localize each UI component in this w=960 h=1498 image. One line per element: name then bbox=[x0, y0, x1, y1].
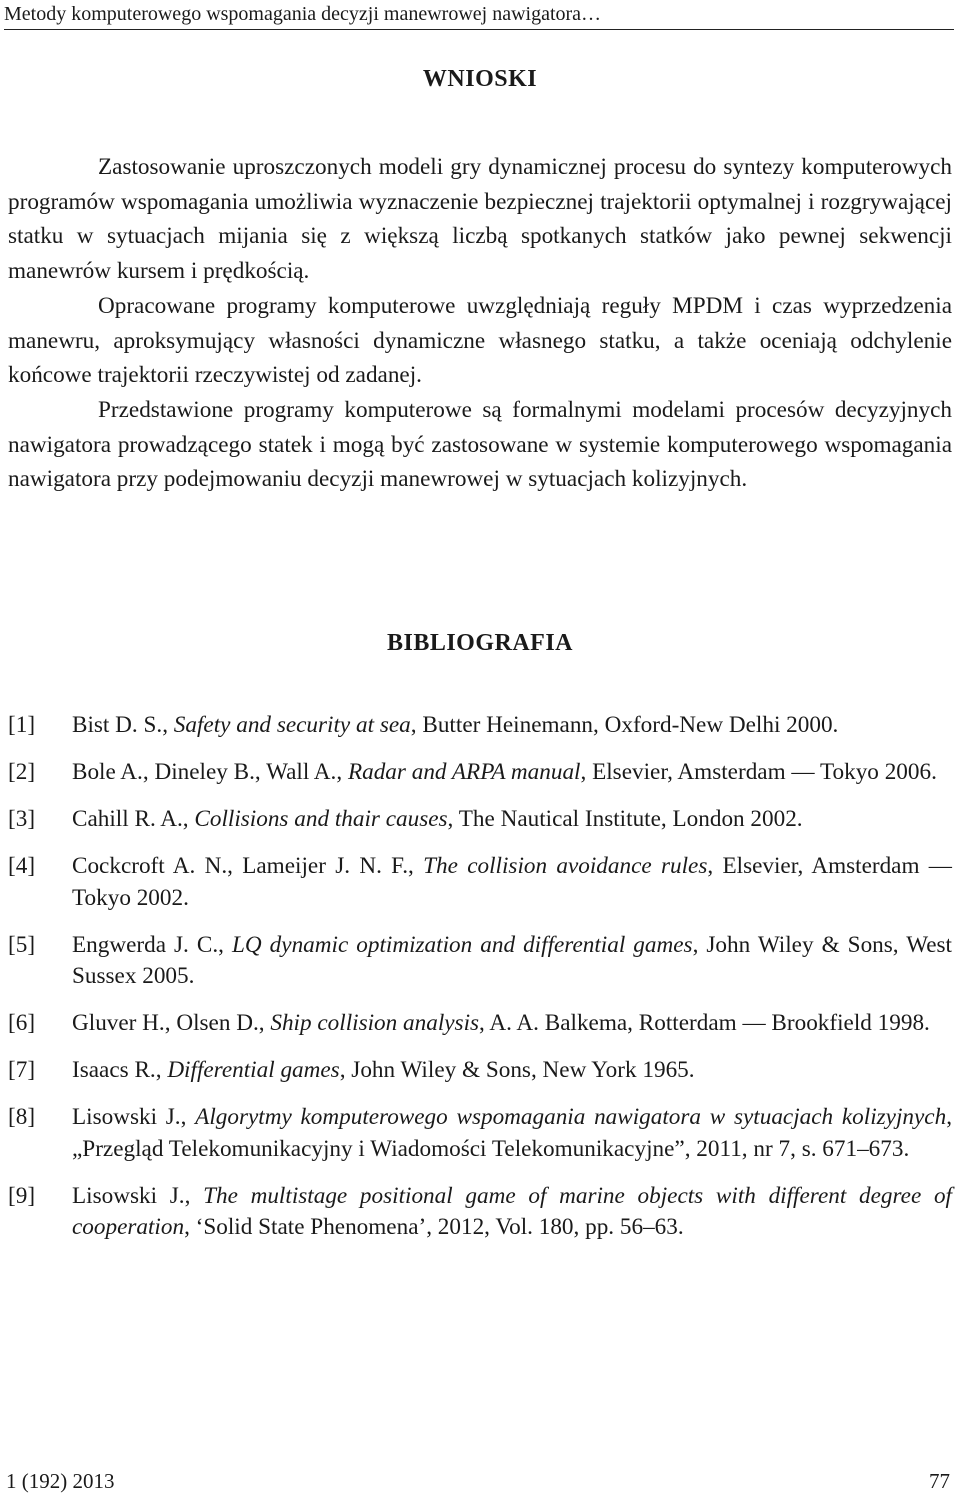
reference-title: Collisions and thair causes bbox=[194, 806, 448, 832]
reference-item bbox=[8, 710, 952, 742]
paragraph: Przedstawione programy komputerowe są formalnymi modelami procesów decyzyjnych nawigatora prowadzącego statek i mogą być zastosowane w systemie komputerowego wspomagania nawigatora przy podejmowaniu decyzji manewrowej w sytuacjach kolizyjnych. bbox=[8, 396, 952, 493]
page-number: 77 bbox=[929, 1469, 950, 1493]
reference-item bbox=[8, 851, 952, 914]
reference-authors: Engwerda J. C., bbox=[72, 931, 232, 958]
reference-item bbox=[8, 757, 952, 789]
reference-number: [5] bbox=[8, 931, 36, 958]
reference-number: [8] bbox=[8, 1104, 36, 1130]
reference-publisher: , „Przegląd Telekomunikacyjny i Wiadomości Telekomunikacyjne”, 2011, nr 7, s. 671–673. bbox=[72, 1104, 952, 1162]
reference-publisher: , A. A. Balkema, Rotterdam — Brookfield 1998. bbox=[479, 1010, 930, 1036]
reference-item bbox=[8, 1181, 952, 1244]
section-title-conclusions: WNIOSKI bbox=[422, 66, 538, 92]
reference-title: Differential games bbox=[167, 1057, 340, 1083]
reference-title: Safety and security at sea bbox=[173, 712, 411, 738]
reference-authors: Cockcroft A. N., Lameijer J. N. F., bbox=[72, 853, 424, 879]
reference-publisher: , ‘Solid State Phenomena’, 2012, Vol. 180, pp. 56–63. bbox=[184, 1214, 684, 1240]
reference-item bbox=[8, 1055, 952, 1087]
reference-number: [6] bbox=[8, 1010, 36, 1036]
reference-number: [2] bbox=[8, 759, 36, 785]
reference-number: [3] bbox=[8, 806, 36, 832]
reference-item bbox=[8, 1008, 952, 1040]
reference-authors: Cahill R. A., bbox=[72, 806, 195, 832]
reference-number: [9] bbox=[8, 1182, 36, 1209]
reference-authors: Lisowski J., bbox=[72, 1104, 196, 1130]
reference-authors: Gluver H., Olsen D., bbox=[72, 1010, 271, 1036]
reference-item bbox=[8, 1102, 952, 1165]
reference-authors: Bist D. S., bbox=[72, 712, 174, 738]
conclusions-body bbox=[8, 150, 952, 497]
reference-authors: Bole A., Dineley B., Wall A., bbox=[72, 759, 348, 785]
issue-number: 1 (192) 2013 bbox=[6, 1469, 115, 1493]
running-header: Metody komputerowego wspomagania decyzji manewrowej nawigatora… bbox=[4, 1, 954, 30]
reference-publisher: , The Nautical Institute, London 2002. bbox=[447, 806, 803, 832]
reference-item bbox=[8, 804, 952, 836]
reference-title: The multistage positional game of marine objects with different degree of cooperation bbox=[72, 1182, 952, 1240]
reference-publisher: , Elsevier, Amsterdam — Tokyo 2006. bbox=[580, 759, 937, 785]
reference-publisher: , John Wiley & Sons, West Sussex 2005. bbox=[72, 931, 952, 989]
reference-authors: Isaacs R., bbox=[72, 1057, 168, 1083]
reference-title: Algorytmy komputerowego wspomagania nawigatora w sytuacjach kolizyjnych bbox=[195, 1104, 947, 1130]
reference-title: Radar and ARPA manual bbox=[347, 759, 581, 785]
section-title-bibliography: BIBLIOGRAFIA bbox=[386, 630, 574, 656]
reference-publisher: , John Wiley & Sons, New York 1965. bbox=[339, 1057, 695, 1083]
paragraph: Opracowane programy komputerowe uwzględniają reguły MPDM i czas wyprzedzenia manewru, aproksymujący własności dynamiczne własnego statku, a także oceniają odchylenie końcowe trajektorii rzeczywistej od zadanej. bbox=[8, 292, 952, 389]
reference-number: [7] bbox=[8, 1057, 36, 1083]
reference-publisher: , Butter Heinemann, Oxford-New Delhi 2000. bbox=[410, 712, 839, 738]
reference-authors: Lisowski J., bbox=[72, 1182, 204, 1209]
reference-title: Ship collision analysis bbox=[270, 1010, 480, 1036]
reference-publisher: , Elsevier, Amsterdam — Tokyo 2002. bbox=[72, 853, 952, 911]
reference-number: [4] bbox=[8, 853, 36, 879]
reference-item bbox=[8, 930, 952, 993]
reference-list bbox=[8, 710, 952, 1259]
reference-title: LQ dynamic optimization and differential games bbox=[232, 931, 693, 958]
reference-number: [1] bbox=[8, 712, 36, 738]
paragraph: Zastosowanie uproszczonych modeli gry dynamicznej procesu do syntezy komputerowych programów wspomagania umożliwia wyznaczenie bezpiecznej trajektorii optymalnej i rozgrywającej statku w sytuacjach mijania się z większą liczbą spotkanych statków jako pewnej sekwencji manewrów kursem i prędkością. bbox=[8, 154, 952, 285]
reference-title: The collision avoidance rules bbox=[423, 853, 708, 879]
